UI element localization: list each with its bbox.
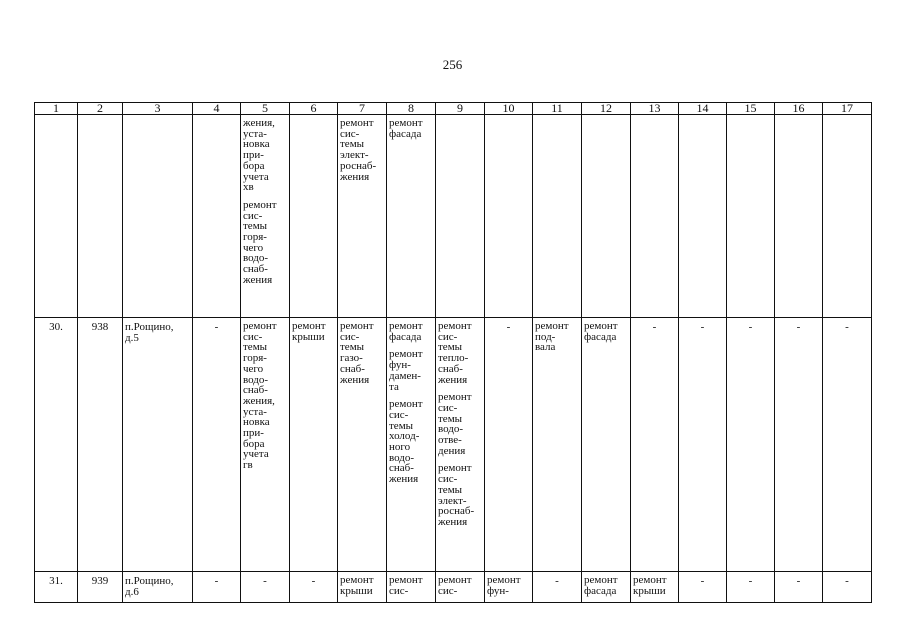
work-item-line: жения xyxy=(389,473,419,486)
work-item xyxy=(438,321,482,385)
work-item-line: бора xyxy=(243,159,265,172)
column-header-14: 14 xyxy=(679,103,727,115)
table-cell xyxy=(485,572,533,603)
column-header-13: 13 xyxy=(631,103,679,115)
work-item-line: снаб- xyxy=(340,362,365,375)
work-item-line: новка xyxy=(243,416,270,429)
address-line: д.6 xyxy=(125,585,139,598)
work-item-line: темы xyxy=(438,412,463,425)
work-item-line: сис- xyxy=(389,584,409,597)
work-item-line: холод- xyxy=(389,430,420,443)
work-item-line: роснаб- xyxy=(438,505,475,518)
work-item-line: темы xyxy=(340,341,365,354)
table-cell xyxy=(679,115,727,318)
work-item-line: крыши xyxy=(292,330,325,343)
table-cell xyxy=(290,115,338,318)
address-line: п.Рощино, xyxy=(125,575,174,587)
column-header-4: 4 xyxy=(193,103,241,115)
table-cell xyxy=(241,318,290,572)
work-item-line: ремонт xyxy=(438,391,472,404)
work-item-line: сис- xyxy=(438,473,458,486)
table-cell xyxy=(123,572,193,603)
work-item-line: отве- xyxy=(438,434,462,447)
work-item-line: ремонт xyxy=(584,574,618,586)
table-cell: - xyxy=(193,572,241,603)
work-item-line: снаб- xyxy=(438,362,463,375)
work-item xyxy=(292,321,335,342)
work-item xyxy=(243,321,287,471)
work-item xyxy=(243,118,287,193)
work-item-line: ремонт xyxy=(243,198,277,211)
work-item-line: фасада xyxy=(584,330,617,343)
table-cell: - xyxy=(775,318,823,572)
work-item-line: снаб- xyxy=(243,384,268,397)
column-header-5: 5 xyxy=(241,103,290,115)
work-item-line: при- xyxy=(243,149,264,162)
work-item xyxy=(389,399,433,485)
work-item-line: фасада xyxy=(389,330,422,343)
work-item xyxy=(389,349,433,392)
work-item-line: сис- xyxy=(438,330,458,343)
work-item-line: сис- xyxy=(438,584,458,597)
work-item-line: сис- xyxy=(243,209,263,222)
work-item-line: ремонт xyxy=(389,398,423,411)
work-item-line: крыши xyxy=(633,584,666,597)
work-item-line: ремонт xyxy=(438,320,472,332)
work-item-line: темы xyxy=(340,138,365,151)
work-item-line: бора xyxy=(243,437,265,450)
work-item-line: чего xyxy=(243,362,264,375)
work-item-line: уста- xyxy=(243,127,267,140)
work-item-line: фун- xyxy=(487,584,509,597)
table-cell xyxy=(290,318,338,572)
work-item xyxy=(633,575,676,596)
work-item-line: темы xyxy=(438,483,463,496)
table-cell xyxy=(775,115,823,318)
work-item-line: та xyxy=(389,380,399,393)
work-item-line: ремонт xyxy=(584,320,618,332)
table-cell xyxy=(582,318,631,572)
column-header-7: 7 xyxy=(338,103,387,115)
table-cell: - xyxy=(775,572,823,603)
work-item-line: жения, xyxy=(243,394,275,407)
table-cell xyxy=(436,318,485,572)
work-item-line: ремонт xyxy=(389,320,423,332)
column-header-1: 1 xyxy=(35,103,78,115)
work-item-line: фасада xyxy=(389,127,422,140)
table-cell xyxy=(436,572,485,603)
address-line: п.Рощино, xyxy=(125,321,174,333)
table-cell xyxy=(338,318,387,572)
table-row xyxy=(35,318,872,572)
work-item-line: горя- xyxy=(243,231,267,244)
table-cell xyxy=(533,318,582,572)
table-cell: 31. xyxy=(35,572,78,603)
column-header-11: 11 xyxy=(533,103,582,115)
work-item-line: горя- xyxy=(243,352,267,365)
work-item-line: темы xyxy=(438,341,463,354)
table-cell: - xyxy=(727,572,775,603)
work-item-line: ремонт xyxy=(487,574,521,586)
work-item xyxy=(487,575,530,596)
table-cell xyxy=(387,572,436,603)
work-item-line: ремонт xyxy=(389,574,423,586)
work-item-line: жения, xyxy=(243,117,275,129)
work-item-line: роснаб- xyxy=(340,159,377,172)
table-cell: - xyxy=(533,572,582,603)
work-item-line: новка xyxy=(243,138,270,151)
column-header-15: 15 xyxy=(727,103,775,115)
work-item-line: дамен- xyxy=(389,369,421,382)
work-item-line: при- xyxy=(243,427,264,440)
work-item-line: элект- xyxy=(438,494,467,507)
work-item-line: фасада xyxy=(584,584,617,597)
work-item-line: учета xyxy=(243,448,269,461)
work-item-line: темы xyxy=(243,220,268,233)
work-item-line: ного xyxy=(389,441,411,454)
column-header-12: 12 xyxy=(582,103,631,115)
table-cell: - xyxy=(485,318,533,572)
work-item-line: под- xyxy=(535,330,556,343)
work-item xyxy=(535,321,579,353)
work-item-line: жения xyxy=(243,273,273,286)
table-cell xyxy=(338,115,387,318)
table-cell: - xyxy=(823,318,872,572)
work-item-line: учета xyxy=(243,170,269,183)
table-cell: - xyxy=(679,318,727,572)
work-item-line: ремонт xyxy=(340,117,374,129)
work-item xyxy=(340,321,384,385)
table-cell xyxy=(35,115,78,318)
work-item-line: ремонт xyxy=(340,320,374,332)
table-cell xyxy=(78,115,123,318)
work-item xyxy=(584,321,628,342)
column-header-2: 2 xyxy=(78,103,123,115)
work-item xyxy=(243,200,287,286)
table-cell: 30. xyxy=(35,318,78,572)
table-cell xyxy=(387,115,436,318)
work-item-line: сис- xyxy=(389,408,409,421)
work-item-line: жения xyxy=(340,373,370,386)
work-item-line: водо- xyxy=(389,451,415,464)
work-item-line: ремонт xyxy=(633,574,667,586)
work-item xyxy=(389,118,433,139)
column-header-8: 8 xyxy=(387,103,436,115)
table-cell xyxy=(631,115,679,318)
work-item-line: ремонт xyxy=(438,574,472,586)
header-row xyxy=(35,103,872,115)
table-cell xyxy=(387,318,436,572)
table-cell: 938 xyxy=(78,318,123,572)
work-item-line: тепло- xyxy=(438,352,469,365)
work-item-line: жения xyxy=(438,515,468,528)
table-cell: - xyxy=(727,318,775,572)
work-item-line: водо- xyxy=(243,252,269,265)
table-row xyxy=(35,572,872,603)
work-item xyxy=(438,463,482,527)
work-item-line: газо- xyxy=(340,352,363,365)
work-item-line: водо- xyxy=(243,373,269,386)
table-cell xyxy=(582,572,631,603)
work-item xyxy=(340,575,384,596)
work-item-line: чего xyxy=(243,241,264,254)
table-cell xyxy=(241,115,290,318)
work-item-line: фун- xyxy=(389,359,411,372)
work-item-line: жения xyxy=(340,170,370,183)
table-cell: - xyxy=(241,572,290,603)
table-cell: 939 xyxy=(78,572,123,603)
work-item-line: водо- xyxy=(438,423,464,436)
work-item-line: ремонт xyxy=(389,117,423,129)
work-item xyxy=(340,118,384,182)
work-item-line: ремонт xyxy=(340,574,374,586)
work-item-line: сис- xyxy=(243,330,263,343)
address-line: д.5 xyxy=(125,331,139,344)
work-item-line: темы xyxy=(389,419,414,432)
column-header-10: 10 xyxy=(485,103,533,115)
work-item xyxy=(438,392,482,456)
column-header-9: 9 xyxy=(436,103,485,115)
page-number: 256 xyxy=(442,57,463,72)
work-item xyxy=(389,321,433,342)
work-item xyxy=(584,575,628,596)
work-item-line: темы xyxy=(243,341,268,354)
work-item-line: ремонт xyxy=(292,320,326,332)
work-item-line: ремонт xyxy=(389,348,423,361)
table-cell xyxy=(485,115,533,318)
work-item-line: ремонт xyxy=(438,462,472,475)
table-cell xyxy=(727,115,775,318)
work-item-line: элект- xyxy=(340,149,369,162)
table-cell: - xyxy=(290,572,338,603)
table-cell xyxy=(123,115,193,318)
work-item-line: снаб- xyxy=(389,462,414,475)
work-item-line: крыши xyxy=(340,584,373,597)
table-cell: - xyxy=(679,572,727,603)
table-row xyxy=(35,115,872,318)
work-item xyxy=(438,575,482,596)
work-item-line: жения xyxy=(438,373,468,386)
table-cell: - xyxy=(631,318,679,572)
column-header-16: 16 xyxy=(775,103,823,115)
table-cell xyxy=(823,115,872,318)
work-item-line: вала xyxy=(535,341,556,354)
table-cell xyxy=(631,572,679,603)
column-header-17: 17 xyxy=(823,103,872,115)
column-header-6: 6 xyxy=(290,103,338,115)
capital-repair-table xyxy=(34,102,872,603)
table-cell xyxy=(123,318,193,572)
work-item-line: сис- xyxy=(438,401,458,414)
table-cell: - xyxy=(823,572,872,603)
work-item-line: ремонт xyxy=(243,320,277,332)
work-item xyxy=(389,575,433,596)
work-item-line: ремонт xyxy=(535,320,569,332)
work-item-line: уста- xyxy=(243,405,267,418)
work-item-line: хв xyxy=(243,181,254,194)
table-cell xyxy=(436,115,485,318)
column-header-3: 3 xyxy=(123,103,193,115)
work-item-line: сис- xyxy=(340,330,360,343)
work-item-line: сис- xyxy=(340,127,360,140)
table-cell xyxy=(193,115,241,318)
work-item-line: гв xyxy=(243,459,253,472)
table-cell xyxy=(582,115,631,318)
table-cell: - xyxy=(193,318,241,572)
work-item-line: снаб- xyxy=(243,263,268,276)
table-cell xyxy=(533,115,582,318)
table-cell xyxy=(338,572,387,603)
work-item-line: дения xyxy=(438,444,466,457)
